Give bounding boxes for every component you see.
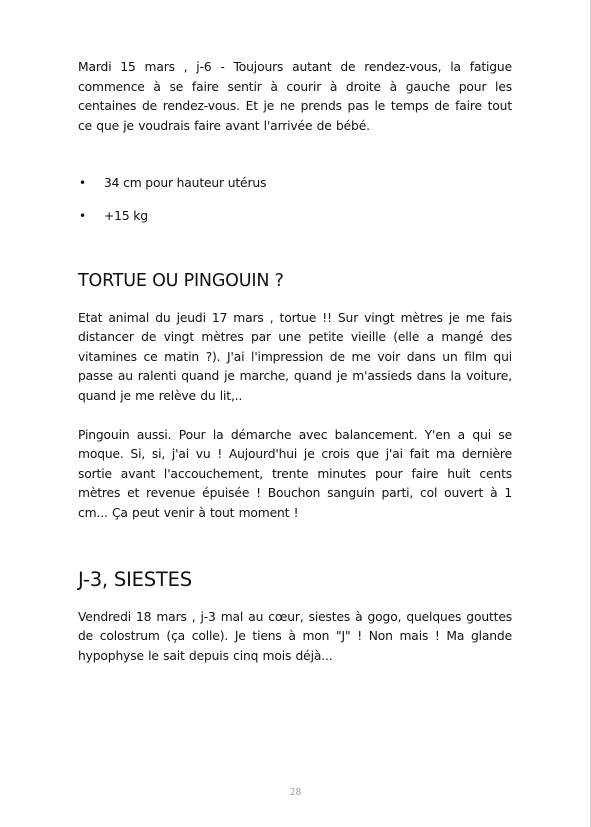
list-item xyxy=(78,207,512,227)
list-item-text: +15 kg xyxy=(104,208,148,223)
list-item-text: 34 cm pour hauteur utérus xyxy=(104,176,267,191)
heading-j3-siestes: J-3, SIESTES xyxy=(78,567,192,591)
document-body xyxy=(78,58,512,666)
bullet-icon: • xyxy=(79,176,86,191)
measurement-list xyxy=(78,174,512,226)
heading-tortue-ou-pingouin: TORTUE OU PINGOUIN ? xyxy=(78,270,284,291)
paragraph-vendredi: Vendredi 18 mars , j-3 mal au cœur, siestes à gogo, quelques gouttes de colostrum (ça colle). Je tiens à mon "J" ! Non mais ! Ma glande hypophyse le sait depuis cinq mois déjà... xyxy=(78,609,512,663)
list-item xyxy=(78,174,512,194)
bullet-icon: • xyxy=(79,208,86,223)
paragraph-pingouin: Pingouin aussi. Pour la démarche avec balancement. Y'en a qui se moque. Si, si, j'ai vu ! Aujourd'hui je crois que j'ai fait ma dernière sortie avant l'accouchement, trente minutes pour faire huit cents mètres et revenue épuisée ! Bouchon sanguin parti, col ouvert à 1 cm... Ça peut venir à tout moment ! xyxy=(78,427,512,520)
paragraph-etat-animal: Etat animal du jeudi 17 mars , tortue !! Sur vingt mètres je me fais distancer de vingt mètres par une petite vieille (elle a mangé des vitamines ce matin ?). J'ai l'impression de me voir dans un film qui passe au ralenti quand je marche, quand je m'assieds dans la voiture, quand je me relève du lit,.. xyxy=(78,310,512,403)
paragraph-mardi: Mardi 15 mars , j-6 - Toujours autant de rendez-vous, la fatigue commence à se faire sentir à courir à droite à gauche pour les centaines de rendez-vous. Et je ne prends pas le temps de faire tout ce que je voudrais faire avant l'arrivée de bébé. xyxy=(78,60,512,133)
page-number: 28 xyxy=(289,788,302,798)
